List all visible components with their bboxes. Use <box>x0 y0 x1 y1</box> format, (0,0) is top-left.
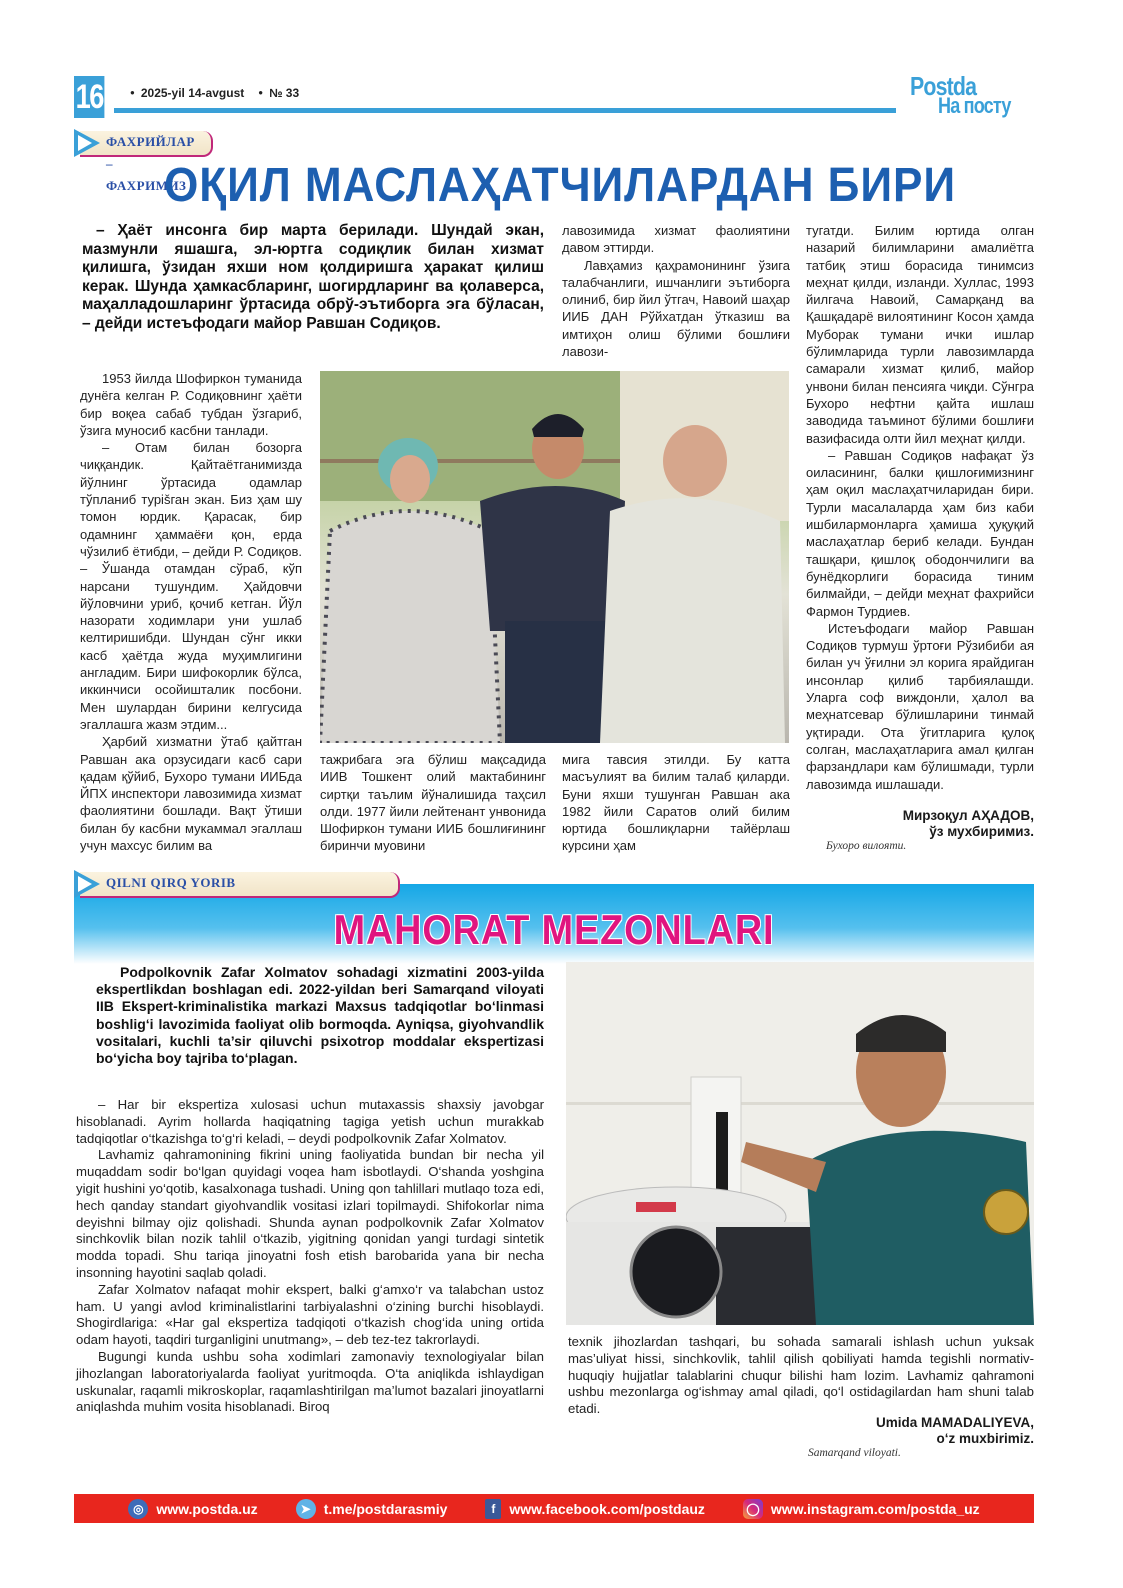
article-1-byline <box>806 808 1034 840</box>
logo-line-1: Postda <box>910 71 977 101</box>
issue-date: ● 2025-yil 14-avgust <box>130 86 244 100</box>
photo-illustration <box>320 371 789 743</box>
article-2-title: MAHORAT MEZONLARI <box>333 906 775 953</box>
rubric-tab <box>80 872 400 898</box>
paragraph: мига тавсия этилди. Бу катта масъулият ва билим талаб қиларди. Буни яхши тушунган Равшан ака 1982 йили Саратов олий билим юртида бошлиқларни тайёрлаш курсини ҳам <box>562 752 790 854</box>
article-1-column-1 <box>80 370 302 854</box>
footer-link-label: www.postda.uz <box>156 1500 258 1517</box>
footer-link-label: www.facebook.com/postdauz <box>509 1500 705 1517</box>
footer-link-website[interactable] <box>128 1499 257 1519</box>
article-1-column-3-top <box>562 222 790 360</box>
article-2-byline <box>780 1415 1034 1447</box>
rubric-text: ФАХРИЙЛАР – ФАХРИМИЗ <box>106 134 195 193</box>
article-1-lead: – Ҳаёт инсонга бир марта берилади. Шундай экан, мазмунли яшашга, эл-юртга содиқлик билан хизмат қилишга, ўзидан яхши ном қолдиришга ҳаракат қилиш керак. Шунда ҳамкасбларинг, шогирдларинг ва қолаверса, маҳалладошларинг ўртасида обрў-эътиборга эга бўласан, – дейди истеъфодаги майор Равшан Содиқов. <box>82 222 544 332</box>
paragraph: тугатди. Билим юртида олган назарий билимларини амалиётга татбиқ этиш борасида тинимсиз меҳнат қилди, изланди. Хуллас, 1993 йилгача Навоий, Самарқанд ва Қашқадарё вилоятининг Косон ҳамда Муборак тумани ички ишлар бўлимларида турли лавозимларда самарали хизмат қилиб, майор унвони билан пенсияга чиқди. Сўнгра Бухоро нефтни қайта ишлаш заводида таъминот бўлими бошлиғи вазифасида олти йил меҳнат қилди. <box>806 223 1034 446</box>
paragraph: – Равшан Содиқов нафақат ўз оиласининг, балки қишлоғимизнинг ҳам оқил маслаҳатчиларидан бири. Турли масалаларда ҳам биз каби ишбилармонларга ҳамиша ҳуқуқий маслаҳатлар бериб келади. Бундан ташқари, қишлоқ ободончилиги ва бунёдкорлиги борасида тиним билмайди, – дейди меҳнат фахрийси Фармон Турдиев. <box>806 447 1034 619</box>
article-1-photo <box>320 371 789 743</box>
article-2-lead: Podpolkovnik Zafar Xolmatov sohadagi xizmatini 2003-yilda ekspertlikdan boshlagan edi. 2022-yildan beri Samarqand viloyati IIB Ekspert-kriminalistika markazi Maxsus tadqiqotlar bo‘linmasi boshlig‘i lavozimida faoliyat olib bormoqda. Ayniqsa, giyohvandlik vositalari, kuchli ta’sir qiluvchi psixotrop moddalar ekspertizasi bo‘yicha boy tajriba to‘plagan. <box>96 964 544 1067</box>
footer-links-bar <box>74 1494 1034 1523</box>
paragraph: Zafar Xolmatov nafaqat mohir ekspert, balki g‘amxo‘r va talabchan ustoz ham. U yangi avlod kriminalistlarini tarbiyalashni o‘zining burchi hisoblaydi. Shogirdlariga: «Har gal ekspertiza tadqiqoti o‘tkazish chog‘ida uning ortida odam hayoti, taqdiri turganligini unutmang», – deb tez-tez takrorlaydi. <box>76 1281 544 1348</box>
footer-link-label: www.instagram.com/postda_uz <box>770 1500 980 1517</box>
article-1-column-3-bottom <box>562 751 790 855</box>
newspaper-logo <box>910 72 1035 120</box>
article-2-body <box>76 1097 544 1416</box>
instagram-icon: ◯ <box>743 1499 763 1519</box>
author-role: ўз мухбиримиз. <box>929 824 1034 839</box>
globe-icon: ◎ <box>128 1499 148 1519</box>
issue-number: ● № 33 <box>258 86 299 100</box>
paragraph: Истеъфодаги майор Равшан Содиқов турмуш ўртоғи Рўзибиби ая билан уч ўғилни эл корига ярайдиган инсонлар қилиб тарбиялашди. Уларга соф виждонли, ҳалол ва меҳнатсевар бўлишларини тинмай уқтиради. Ота ўгитларига қулоқ солган, маслаҳатларига амал қилган фарзандлари кам бўлишмади, турли лавозимда ишлашади. <box>806 620 1034 792</box>
paragraph: тажрибага эга бўлиш мақсадида ИИВ Тошкент олий мактабининг сиртқи таълим йўналишида таҳсил олди. 1977 йили лейтенант унвонида Шофиркон тумани ИИБ бошлиғининг биринчи муовини <box>320 752 546 854</box>
logo-line-2: На посту <box>938 93 1011 118</box>
paragraph: – Har bir ekspertiza xulosasi uchun mutaxassis shaxsiy javobgar hisoblanadi. Ayrim hollarda haqiqatning tagiga yetish uchun murakkab tadqiqotlar o‘tkazishga to‘g‘ri keladi, – deydi podpolkovnik Zafar Xolmatov. <box>76 1097 544 1146</box>
page-number: 16 <box>75 78 103 116</box>
footer-link-instagram[interactable] <box>743 1499 980 1519</box>
article-2-location: Samarqand viloyati. <box>808 1447 901 1459</box>
article-2-photo <box>566 962 1034 1325</box>
issue-meta <box>130 86 299 100</box>
footer-link-label: t.me/postdarasmiy <box>323 1500 448 1517</box>
photo-illustration <box>566 962 1034 1325</box>
paragraph: Лавҳамиз қаҳрамонининг ўзига талабчанлиги, ишчанлиги эътиборга олиниб, бир йил ўтгач, Навоий шаҳар ИИБ ДАН Рўйхатдан ўтказиш ва имтиҳон олиш бўлими бошлиғи лавози- <box>562 257 790 360</box>
article-1-column-2 <box>320 751 546 855</box>
paragraph: texnik jihozlardan tashqari, bu sohada samarali ishlash uchun yuksak mas’uliyat hissi, sinchkovlik, tahlil qilish qobiliyati hamda tegishli normativ-huquqiy hujjatlar talablarini chuqur bilishi ham lozim. Lavhamiz qahramoni ushbu mezonlarga og‘ishmay amal qiladi, qo‘l ostidagilardan ham shuni talab etadi. <box>568 1334 1034 1417</box>
paragraph: Ҳарбий хизматни ўтаб қайтган Равшан ака орзусидаги касб сари қадам қўйиб, Бухоро тумани ИИБда ЙПХ инспектори лавозимида хизмат фаолиятини бошлади. Вақт ўтиши билан бу касбни мукаммал эгаллаш учун махсус билим ва <box>80 734 302 854</box>
footer-link-telegram[interactable] <box>296 1499 448 1519</box>
rubric-text: QILNI QIRQ YORIB <box>106 875 236 890</box>
play-triangle-icon <box>74 129 100 157</box>
paragraph: – Отам билан бозорга чиққандик. Қайтаётганимизда йўлнинг ўртасида одамлар тўпланиб турišган экан. Биз ҳам шу томон юрдик. Қарасак, бир одамнинг ҳаммаёғи қон, ерда чўзилиб ётибди, – дейди Р. Содиқов. – Ўшанда отамдан сўраб, кўп нарсани тушундим. Ҳайдовчи йўловчини уриб, қочиб кетган. Йўл назорати ходимлари уни ушлаб келтиришибди. Шундан сўнг икки касб ҳаётда жуда муҳимлигини англадим. Бири шифокорлик бўлса, иккинчиси осойишталик посбони. Мен шулардан бирини келгусида эгаллашга жазм этдим... <box>80 440 302 732</box>
author-name: Мирзоқул АҲАДОВ, <box>902 808 1034 823</box>
footer-link-facebook[interactable] <box>485 1499 705 1519</box>
play-triangle-icon <box>74 870 100 898</box>
article-1-title: ОҚИЛ МАСЛАҲАТЧИЛАРДАН БИРИ <box>163 159 957 212</box>
author-role: o‘z muxbirimiz. <box>936 1431 1034 1446</box>
paragraph: лавозимида хизмат фаолиятини давом эттирди. <box>562 223 790 256</box>
facebook-icon: f <box>485 1499 501 1519</box>
article-1-location: Бухоро вилояти. <box>826 840 907 852</box>
article-2-right-column <box>568 1334 1034 1418</box>
author-name: Umida MAMADALIYEVA, <box>875 1415 1034 1430</box>
telegram-icon: ➤ <box>296 1499 316 1519</box>
paragraph: 1953 йилда Шофиркон туманида дунёга келган Р. Содиқовнинг ҳаёти бир воқеа сабаб тубдан ўзгариб, ўзига муносиб касбни танлади. <box>80 371 302 438</box>
article-1-column-4 <box>806 222 1034 793</box>
header-divider <box>114 108 896 113</box>
paragraph: Lavhamiz qahramonining fikrini uning faoliyatida bundan bir necha yil muqaddam sodir bo‘lgan quyidagi voqea ham isbotlaydi. O‘shanda yoshgina yigit hushini yo‘qotib, kasalxonaga tushadi. Uning qon tahlillari mutlaqo toza edi, hech qanday standart giyohvandlik vositasi izlari topilmaydi. Shifokorlar nima deyishni bilmay ojiz qolishadi. Shunda aynan podpolkovnik Zafar Xolmatov sinchkovlik bilan nozik tahlil o‘tkazib, yigitning qonidan yangi turdagi sintetik modda topadi. Shu tariqa jinoyatni fosh etish barobarida yana bir necha insonning hayotini saqlab qoladi. <box>76 1147 544 1280</box>
paragraph: Bugungi kunda ushbu soha xodimlari zamonaviy texnologiyalar bilan jihozlangan laboratoriyalarda faoliyat yuritmoqda. O‘ta aniqlikda ishlaydigan uskunalar, raqamli mikroskoplar, raqamlashtirilgan ma’lumot bazalari jinoyatlarni aniqlashda muhim vosita hisoblanadi. Biroq <box>76 1348 544 1415</box>
